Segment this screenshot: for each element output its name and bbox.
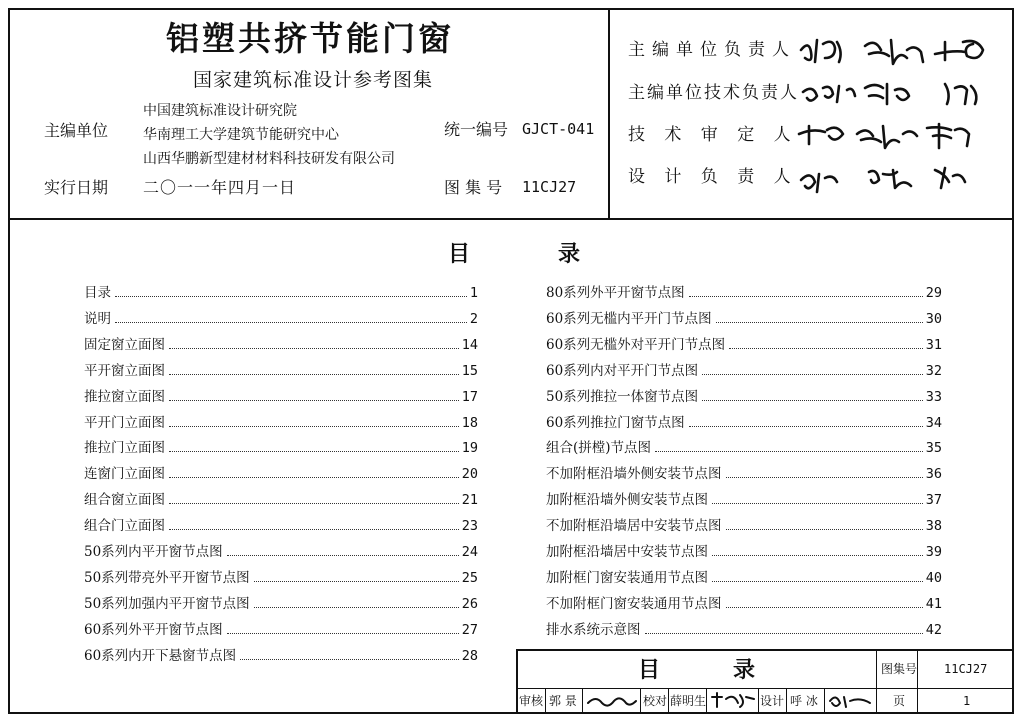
signature-2a <box>803 86 855 102</box>
toc-entry-title: 组合窗立面图 <box>84 492 165 509</box>
toc-entry <box>84 594 478 612</box>
tb-sep-d <box>668 688 669 713</box>
toc-leader-dots <box>254 607 459 608</box>
toc-leader-dots <box>712 503 923 504</box>
toc-entry <box>546 594 942 612</box>
toc-leader-dots <box>655 451 923 452</box>
tb-sep-e <box>706 688 707 713</box>
toc-entry <box>546 516 942 534</box>
toc-leader-dots <box>240 659 459 660</box>
toc-leader-dots <box>169 529 459 530</box>
unified-code: GJCT-041 <box>522 120 595 138</box>
signature-3a <box>799 126 843 144</box>
toc-entry-title: 50系列加强内平开窗节点图 <box>84 595 250 612</box>
toc-entry <box>546 283 942 301</box>
toc-heading-right: 录 <box>558 242 581 267</box>
toc-leader-dots <box>169 348 459 349</box>
title-block-name-left: 目 <box>638 658 661 683</box>
editor-org-3: 山西华鹏新型建材材料科技研发有限公司 <box>143 151 395 167</box>
toc-entry <box>84 335 478 353</box>
toc-entry <box>84 361 478 379</box>
toc-entry-title: 不加附框沿墙外侧安装节点图 <box>546 466 722 483</box>
toc-entry-title: 不加附框沿墙居中安装节点图 <box>546 518 722 535</box>
toc-entry-page: 40 <box>925 569 942 586</box>
toc-entry-page: 23 <box>461 518 478 535</box>
toc-entry <box>84 464 478 482</box>
tb-sep-g <box>786 688 787 713</box>
signature-4b <box>869 170 911 188</box>
editor-org-1: 中国建筑标准设计研究院 <box>143 103 297 119</box>
toc-entry-title: 不加附框门窗安装通用节点图 <box>546 595 722 612</box>
design-name: 呼 冰 <box>790 694 818 708</box>
toc-entry-page: 33 <box>925 388 942 405</box>
tb-sep-f <box>758 688 759 713</box>
editor-label: 主编单位 <box>44 121 109 140</box>
toc-entry-title: 推拉窗立面图 <box>84 388 165 405</box>
toc-entry-title: 排水系统示意图 <box>546 621 641 638</box>
toc-leader-dots <box>716 322 923 323</box>
toc-entry-page: 42 <box>925 621 942 638</box>
toc-entry-title: 50系列推拉一体窗节点图 <box>546 388 699 405</box>
document-subtitle: 国家建筑标准设计参考图集 <box>193 69 434 91</box>
toc-entry-title: 加附框沿墙居中安装节点图 <box>546 544 708 560</box>
toc-entry-page: 25 <box>461 569 478 586</box>
signature-3c <box>927 124 969 148</box>
toc-leader-dots <box>689 296 923 297</box>
toc-entry-title: 连窗门立面图 <box>84 466 165 483</box>
toc-entry-title: 50系列内平开窗节点图 <box>84 544 223 560</box>
toc-entry <box>84 387 478 405</box>
signature-4c <box>935 168 965 188</box>
page-label: 页 <box>893 694 906 708</box>
toc-entry-page: 31 <box>925 336 942 353</box>
role-design-lead: 设 计 负 责 人 <box>628 167 798 187</box>
date-label: 实行日期 <box>44 178 109 197</box>
review-name: 郭 景 <box>549 694 577 708</box>
role-chief-unit: 主编单位负责人 <box>628 40 796 60</box>
unified-code-label: 统一编号 <box>444 120 509 139</box>
tb-sep-b <box>582 688 583 713</box>
toc-entry-page: 2 <box>469 310 478 327</box>
check-signature <box>708 689 758 712</box>
toc-entry-title: 60系列无槛外对平开门节点图 <box>546 336 726 353</box>
check-name: 薛明生 <box>670 694 707 708</box>
toc-entry-page: 36 <box>925 466 942 483</box>
toc-entry-title: 50系列带亮外平开窗节点图 <box>84 569 250 586</box>
toc-entry-page: 26 <box>461 595 478 612</box>
toc-leader-dots <box>254 581 459 582</box>
toc-entry-title: 60系列无槛内平开门节点图 <box>546 310 712 327</box>
toc-leader-dots <box>645 633 923 634</box>
design-label: 设计 <box>760 694 785 708</box>
signature-1b <box>865 40 923 64</box>
toc-entry-page: 29 <box>925 285 942 301</box>
toc-entry <box>84 438 478 456</box>
toc-entry <box>546 464 942 482</box>
toc-entry-title: 加附框门窗安装通用节点图 <box>546 569 708 586</box>
toc-leader-dots <box>689 426 923 427</box>
toc-entry-page: 18 <box>461 414 478 431</box>
toc-entry <box>546 361 942 379</box>
toc-entry <box>546 490 942 508</box>
signature-3b <box>857 126 917 148</box>
atlas-no: 11CJ27 <box>522 178 577 196</box>
toc-entry <box>84 646 478 664</box>
toc-entry-page: 28 <box>461 647 478 664</box>
title-block-atlas-no: 11CJ27 <box>944 662 988 676</box>
toc-leader-dots <box>169 400 459 401</box>
role-tech-review: 技 术 审 定 人 <box>628 125 798 145</box>
signature-2b <box>865 84 909 104</box>
toc-entry-page: 15 <box>461 362 478 379</box>
review-signature <box>584 689 640 712</box>
toc-entry-page: 37 <box>925 492 942 509</box>
toc-entry-title: 平开窗立面图 <box>84 362 165 379</box>
effective-date: 二〇一一年四月一日 <box>143 178 297 197</box>
toc-leader-dots <box>702 400 923 401</box>
title-block-sep-1 <box>876 649 877 713</box>
role-chief-tech: 主编单位技术负责人 <box>628 83 799 103</box>
toc-leader-dots <box>712 581 923 582</box>
check-label: 校对 <box>643 694 668 708</box>
toc-entry-page: 27 <box>461 621 478 638</box>
toc-leader-dots <box>227 633 459 634</box>
toc-entry <box>84 283 478 301</box>
toc-entry <box>84 490 478 508</box>
toc-leader-dots <box>712 555 923 556</box>
toc-entry-title: 80系列外平开窗节点图 <box>546 285 685 301</box>
toc-entry-page: 30 <box>925 310 942 327</box>
atlas-no-label: 图 集 号 <box>444 178 503 197</box>
toc-entry-title: 平开门立面图 <box>84 414 165 431</box>
toc-entry-page: 34 <box>925 414 942 431</box>
toc-entry <box>546 387 942 405</box>
title-block-atlas-label: 图集号 <box>881 662 918 676</box>
toc-entry <box>546 335 942 353</box>
toc-entry <box>84 620 478 638</box>
tb-sep-c <box>640 688 641 713</box>
design-signature <box>826 689 876 712</box>
toc-entry <box>84 413 478 431</box>
title-block-name-right: 录 <box>733 658 756 683</box>
toc-leader-dots <box>726 529 923 530</box>
toc-entry <box>546 620 942 638</box>
toc-leader-dots <box>726 477 923 478</box>
toc-entry-title: 固定窗立面图 <box>84 336 165 353</box>
toc-entry-title: 60系列内对平开门节点图 <box>546 362 699 379</box>
toc-entry <box>84 309 478 327</box>
toc-entry <box>84 542 478 560</box>
signatures-block <box>795 30 1000 200</box>
toc-entry-title: 推拉门立面图 <box>84 440 165 457</box>
tb-sep-a <box>545 688 546 713</box>
toc-leader-dots <box>227 555 459 556</box>
toc-entry <box>546 568 942 586</box>
signature-1c <box>935 41 983 60</box>
toc-leader-dots <box>169 426 459 427</box>
toc-entry-title: 目录 <box>84 285 111 301</box>
page-no: 1 <box>963 694 971 708</box>
toc-entry-title: 60系列推拉门窗节点图 <box>546 414 685 431</box>
toc-entry-title: 60系列内开下悬窗节点图 <box>84 647 237 664</box>
toc-entry-page: 17 <box>461 388 478 405</box>
toc-entry-title: 组合(拼樘)节点图 <box>546 440 652 457</box>
header-divider <box>8 218 1014 220</box>
toc-entry-page: 39 <box>925 544 942 560</box>
toc-entry <box>546 309 942 327</box>
toc-leader-dots <box>729 348 923 349</box>
toc-entry <box>84 516 478 534</box>
review-label: 审核 <box>519 694 544 708</box>
toc-leader-dots <box>115 296 467 297</box>
toc-leader-dots <box>169 374 459 375</box>
document-title: 铝塑共挤节能门窗 <box>166 19 454 58</box>
toc-entry <box>84 568 478 586</box>
toc-entry-title: 加附框沿墙外侧安装节点图 <box>546 492 708 509</box>
signature-2c <box>945 84 976 104</box>
header-vertical-divider <box>608 8 610 219</box>
toc-entry-title: 说明 <box>84 310 111 327</box>
toc-entry <box>546 542 942 560</box>
toc-entry-page: 20 <box>461 466 478 483</box>
title-block-sep-2 <box>917 649 918 713</box>
toc-entry-page: 1 <box>469 285 478 301</box>
toc-entry-page: 38 <box>925 518 942 535</box>
tb-sep-h <box>824 688 825 713</box>
toc-entry-page: 19 <box>461 440 478 457</box>
toc-entry-title: 60系列外平开窗节点图 <box>84 621 223 638</box>
toc-entry <box>546 413 942 431</box>
toc-entry-page: 14 <box>461 336 478 353</box>
toc-entry-page: 32 <box>925 362 942 379</box>
signature-4a <box>801 174 837 192</box>
toc-entry <box>546 438 942 456</box>
toc-leader-dots <box>169 503 459 504</box>
editor-org-2: 华南理工大学建筑节能研究中心 <box>143 127 339 143</box>
toc-entry-page: 41 <box>925 595 942 612</box>
toc-entry-title: 组合门立面图 <box>84 518 165 535</box>
toc-leader-dots <box>702 374 923 375</box>
toc-leader-dots <box>115 322 467 323</box>
signature-1a <box>801 40 841 62</box>
toc-entry-page: 35 <box>925 440 942 457</box>
toc-leader-dots <box>169 477 459 478</box>
toc-entry-page: 24 <box>461 544 478 560</box>
toc-heading-left: 目 <box>448 242 471 267</box>
toc-entry-page: 21 <box>461 492 478 509</box>
toc-leader-dots <box>169 451 459 452</box>
toc-leader-dots <box>726 607 923 608</box>
